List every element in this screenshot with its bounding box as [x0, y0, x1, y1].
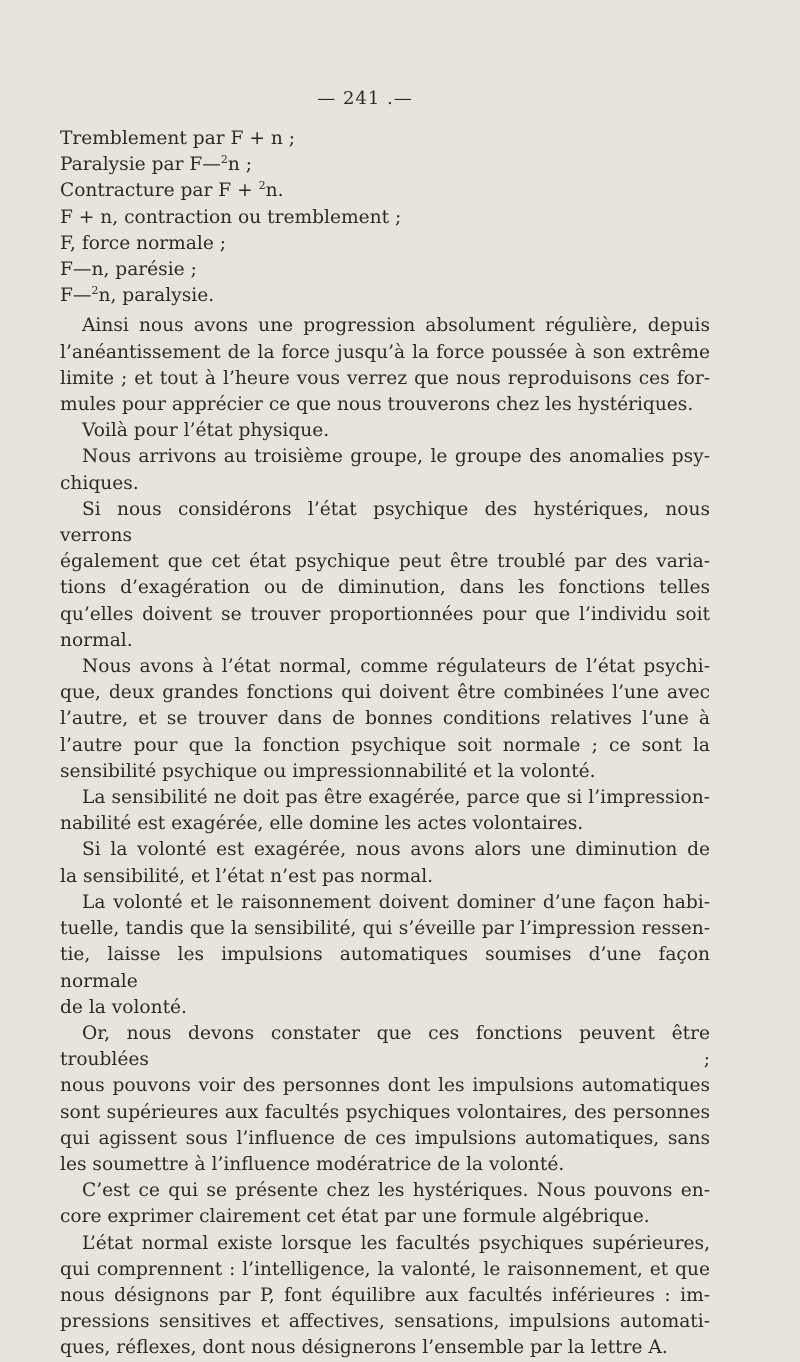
paragraph — [60, 1178, 710, 1230]
paragraph — [60, 444, 710, 496]
formula-line: F, force normale ; — [60, 232, 227, 254]
paragraph — [60, 837, 710, 889]
text-line: tions d’exagération ou de diminution, dans les fonctions telles — [60, 577, 710, 599]
text-line: également que cet état psychique peut être troublé par des varia- — [60, 551, 710, 573]
text-line: La volonté et le raisonnement doivent dominer d’une façon habi- — [82, 891, 710, 913]
text-line: tuelle, tandis que la sensibilité, qui s’éveille par l’impression ressen- — [60, 918, 710, 940]
text-line: sensibilité psychique ou impressionnabilité et la volonté. — [60, 760, 596, 782]
text-line: qui agissent sous l’influence de ces impulsions automatiques, sans — [60, 1127, 710, 1149]
formula-line: Paralysie par F—$^2$n ; — [60, 153, 253, 176]
formula-line: F + n, contraction ou tremblement ; — [60, 206, 402, 228]
text-line: qu’elles doivent se trouver proportionnées pour que l’individu soit — [60, 603, 710, 625]
text-line: sont supérieures aux facultés psychiques volontaires, des personnes — [60, 1101, 710, 1123]
text-line: nous pouvons voir des personnes dont les impulsions automatiques — [60, 1075, 710, 1097]
formula-line: Tremblement par F + n ; — [60, 128, 296, 149]
text-line: Or, nous devons constater que ces fonctions peuvent être troublées ; — [60, 1022, 710, 1071]
text-line: ques, réflexes, dont nous désignerons l’ensemble par la lettre A. — [60, 1337, 668, 1359]
text-line: les soumettre à l’influence modératrice de la volonté. — [60, 1153, 565, 1175]
text-line: core exprimer clairement cet état par une formule algébrique. — [60, 1206, 650, 1228]
text-line: de la volonté. — [60, 996, 187, 1018]
text-line: Si nous considérons l’état psychique des hystériques, nous verrons — [60, 498, 710, 547]
text-line: l’autre pour que la fonction psychique soit normale ; ce sont la — [60, 734, 710, 756]
formula-list — [60, 126, 710, 309]
formula-line: F—n, parésie ; — [60, 259, 197, 281]
text-line: limite ; et tout à l’heure vous verrez que nous reproduisons ces for- — [60, 367, 710, 389]
text-line: l’anéantissement de la force jusqu’à la force poussée à son extrême — [60, 341, 710, 363]
text-line: chiques. — [60, 472, 139, 494]
paragraph — [60, 313, 710, 418]
text-line: C’est ce qui se présente chez les hystériques. Nous pouvons en- — [82, 1180, 710, 1202]
paragraph — [60, 497, 710, 654]
text-line: nabilité est exagérée, elle domine les actes volontaires. — [60, 813, 584, 835]
paragraph — [60, 785, 710, 837]
text-line: l’autre, et se trouver dans de bonnes conditions relatives l’une à — [60, 708, 710, 730]
paragraph — [60, 654, 710, 785]
text-line: Nous arrivons au troisième groupe, le groupe des anomalies psy- — [82, 446, 710, 468]
formula-line: F—$^2$n, paralysie. — [60, 284, 215, 307]
page-number: — 241 .— — [317, 88, 413, 109]
formula-line: Contracture par F + $^2$n. — [60, 179, 284, 202]
text-line: tie, laisse les impulsions automatiques soumises d’une façon normale — [60, 944, 710, 992]
text-line: mules pour apprécier ce que nous trouverons chez les hystériques. — [60, 394, 694, 416]
paragraph — [60, 1021, 710, 1178]
text-line: nous désignons par P, font équilibre aux facultés inférieures : im- — [60, 1284, 710, 1306]
text-line: L’état normal existe lorsque les facultés psychiques supérieures, — [82, 1232, 710, 1254]
text-line: Si la volonté est exagérée, nous avons alors une diminution de — [82, 839, 710, 861]
text-line: qui comprennent : l’intelligence, la valonté, le raisonnement, et que — [60, 1258, 710, 1280]
text-line: pressions sensitives et affectives, sensations, impulsions automati- — [60, 1311, 710, 1333]
paragraph — [60, 890, 710, 1021]
text-line: normal. — [60, 629, 133, 651]
text-line: Nous avons à l’état normal, comme régulateurs de l’état psychi- — [82, 656, 710, 678]
text-line: Voilà pour l’état physique. — [82, 420, 330, 442]
paragraphs — [60, 313, 710, 1361]
paragraph — [60, 418, 710, 444]
text-line: la sensibilité, et l’état n’est pas normal. — [60, 865, 434, 887]
text-line: Ainsi nous avons une progression absolument régulière, depuis — [82, 315, 710, 337]
paragraph — [60, 1231, 710, 1362]
page-text — [60, 126, 710, 1362]
text-line: que, deux grandes fonctions qui doivent être combinées l’une avec — [60, 682, 710, 704]
text-line: La sensibilité ne doit pas être exagérée, parce que si l’impression- — [82, 787, 710, 809]
